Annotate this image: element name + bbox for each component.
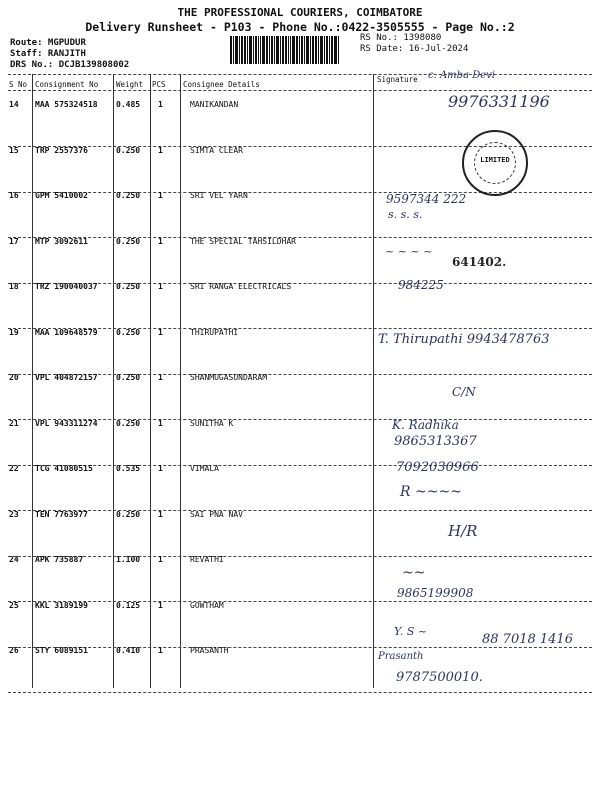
sig-row-18: 984225	[398, 278, 444, 292]
sig-scribble: R ~~~~	[400, 484, 462, 500]
row-separator	[8, 510, 592, 511]
row-pcs: 1	[158, 464, 163, 473]
sig-row-25: 88 7018 1416	[482, 632, 573, 647]
col-divider	[150, 74, 151, 688]
row-sno: 21	[9, 419, 19, 428]
rs-date: RS Date: 16-Jul-2024	[360, 44, 469, 54]
row-weight: 0.125	[116, 601, 141, 610]
row-weight: 1.100	[116, 555, 141, 564]
row-sno: 18	[9, 282, 19, 291]
row-weight: 0.485	[116, 100, 141, 109]
row-consignment-no: TRZ 190040037	[35, 282, 98, 291]
row-weight: 0.250	[116, 373, 141, 382]
row-pcs: 1	[158, 419, 163, 428]
row-separator	[8, 601, 592, 602]
row-weight: 0.410	[116, 646, 141, 655]
sig-row-21-phone: 9865313367	[394, 434, 477, 449]
row-consignee: THIRUPATHI	[190, 328, 239, 337]
drs-number: DRS No.: DCJB139808002	[10, 60, 130, 70]
row-sno: 25	[9, 601, 19, 610]
row-separator	[8, 692, 592, 693]
col-divider	[113, 74, 114, 688]
row-pcs: 1	[158, 510, 163, 519]
row-weight: 0.535	[116, 464, 141, 473]
row-pcs: 1	[158, 555, 163, 564]
row-pcs: 1	[158, 100, 163, 109]
sig-scribble: ~ ~ ~ ~	[385, 245, 433, 258]
row-consignee: SUNITHA K	[190, 419, 234, 428]
rs-number: RS No.: 1398080	[360, 33, 442, 43]
row-consignment-no: TCG 41080515	[35, 464, 93, 473]
col-signature: Signature	[377, 75, 418, 84]
row-consignment-no: TEN 7763977	[35, 510, 88, 519]
sig-row-24: 9865199908	[397, 586, 474, 600]
row-pcs: 1	[158, 237, 163, 246]
row-sno: 17	[9, 237, 19, 246]
col-divider	[180, 74, 181, 688]
row-consignee: SRI VEL YARN	[190, 191, 248, 200]
col-consignee: Consignee Details	[183, 80, 260, 89]
row-sno: 16	[9, 191, 19, 200]
row-consignment-no: MAA 575324518	[35, 100, 98, 109]
row-consignee: SHANMUGASUNDARAM	[190, 373, 268, 382]
row-consignee: THE SPECIAL TAHSILDHAR	[190, 237, 296, 246]
row-weight: 0.250	[116, 146, 141, 155]
row-pcs: 1	[158, 282, 163, 291]
row-pcs: 1	[158, 646, 163, 655]
col-divider	[32, 74, 33, 688]
table-top-rule	[8, 74, 592, 75]
row-sno: 23	[9, 510, 19, 519]
stamp-text: LIMITED	[480, 156, 510, 164]
row-weight: 0.250	[116, 419, 141, 428]
row-separator	[8, 465, 592, 466]
runsheet-title: Delivery Runsheet - P103 - Phone No.:0422-3505555 - Page No.:2	[85, 20, 515, 34]
row-pcs: 1	[158, 601, 163, 610]
col-divider	[373, 74, 374, 688]
sig-scribble: ~~	[402, 565, 426, 581]
col-pcs: PCS	[152, 80, 166, 89]
barcode	[230, 36, 355, 64]
signature-scribble: c. Amba Devi	[428, 70, 495, 81]
row-separator	[8, 647, 592, 648]
sig-row-21-name: K. Radhika	[392, 418, 459, 432]
row-pcs: 1	[158, 328, 163, 337]
row-consignment-no: VPL 404872157	[35, 373, 98, 382]
company-title: THE PROFESSIONAL COURIERS, COIMBATORE	[177, 6, 423, 19]
row-pcs: 1	[158, 146, 163, 155]
sig-row-22: 7092030966	[396, 460, 479, 475]
row-sno: 26	[9, 646, 19, 655]
header-rule	[8, 90, 592, 91]
row-consignee: REVATHI	[190, 555, 224, 564]
sig-row-20: C/N	[452, 385, 476, 399]
row-consignment-no: MAA 109648579	[35, 328, 98, 337]
sig-row-17: 641402.	[452, 255, 507, 269]
row-weight: 0.250	[116, 510, 141, 519]
sig-scribble: s. s. s.	[388, 208, 423, 221]
row-sno: 19	[9, 328, 19, 337]
row-sno: 24	[9, 555, 19, 564]
row-consignment-no: APK 735887	[35, 555, 84, 564]
sig-row-26-name: Prasanth	[378, 651, 424, 662]
row-consignment-no: KKL 3189199	[35, 601, 88, 610]
row-consignee: PRASANTH	[190, 646, 229, 655]
row-consignee: VIMALA	[190, 464, 219, 473]
sig-scribble: Y. S ~	[394, 625, 428, 638]
row-weight: 0.250	[116, 328, 141, 337]
col-consignment: Consignment No	[35, 80, 99, 89]
sig-row-23: H/R	[448, 522, 478, 540]
row-consignment-no: TRP 2557376	[35, 146, 88, 155]
route-label: Route: MGPUDUR	[10, 38, 86, 48]
row-consignee: SIMTA CLEAR	[190, 146, 243, 155]
row-sno: 22	[9, 464, 19, 473]
row-consignee: GOWTHAM	[190, 601, 224, 610]
row-consignment-no: VPL 943311274	[35, 419, 98, 428]
row-sno: 15	[9, 146, 19, 155]
row-pcs: 1	[158, 373, 163, 382]
sig-row-26-phone: 9787500010.	[396, 670, 483, 685]
sig-row-16: 9597344 222	[386, 192, 467, 206]
row-consignee: SRI RANGA ELECTRICALS	[190, 282, 292, 291]
col-sno: S No	[9, 80, 28, 89]
row-pcs: 1	[158, 191, 163, 200]
row-consignment-no: STY 6089151	[35, 646, 88, 655]
row-separator	[8, 237, 592, 238]
row-consignment-no: MTP 3092611	[35, 237, 88, 246]
row-consignee: MANIKANDAN	[190, 100, 239, 109]
sig-row-14: 9976331196	[448, 92, 550, 111]
row-weight: 0.250	[116, 237, 141, 246]
row-consignment-no: GPM 5410002	[35, 191, 88, 200]
row-consignee: SAI PNA NAV	[190, 510, 243, 519]
sig-row-19: T. Thirupathi 9943478763	[378, 332, 550, 347]
row-separator	[8, 556, 592, 557]
row-sno: 20	[9, 373, 19, 382]
row-sno: 14	[9, 100, 19, 109]
row-weight: 0.250	[116, 282, 141, 291]
col-weight: Weight	[116, 80, 144, 89]
row-weight: 0.250	[116, 191, 141, 200]
staff-label: Staff: RANJITH	[10, 49, 86, 59]
